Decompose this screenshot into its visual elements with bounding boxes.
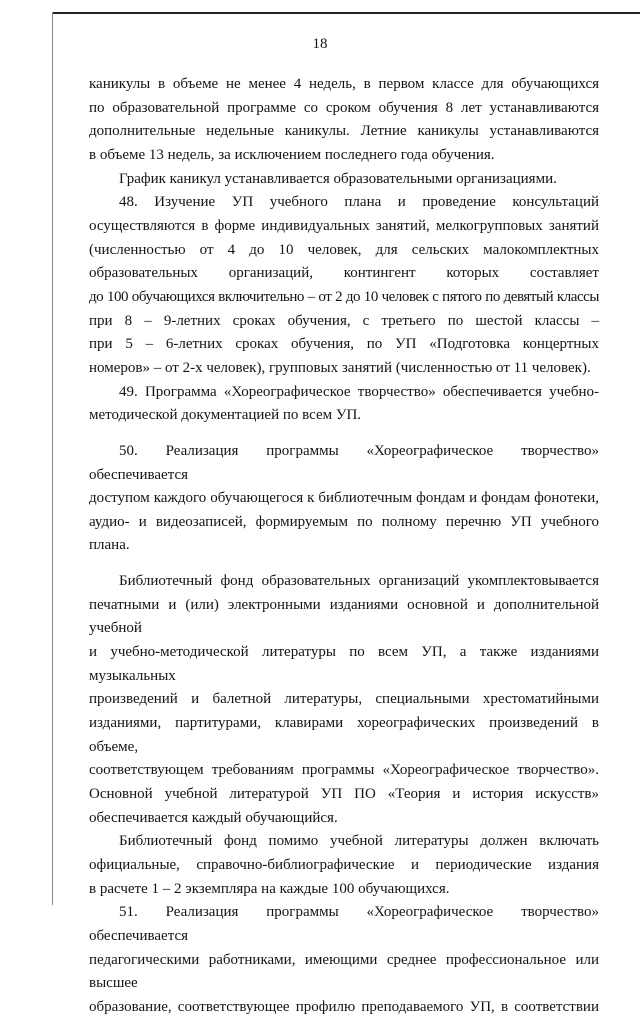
text-line: педагогическими работниками, имеющими среднее профессиональное или высшее	[89, 951, 599, 992]
page-number: 18	[312, 36, 328, 52]
text-line: Основной учебной литературой УП ПО «Теория и история искусств»	[89, 786, 599, 803]
text-line: и учебно-методической литературы по всем УП, а также изданиями музыкальных	[89, 644, 599, 684]
page-border-left	[52, 12, 53, 905]
text-line: 51. Реализация программы «Хореографическое творчество» обеспечивается	[89, 904, 599, 944]
text-line: 49. Программа «Хореографическое творчество» обеспечивается учебно-	[119, 383, 599, 400]
text-line: по образовательной программе со сроком обучения 8 лет устанавливаются	[89, 99, 599, 116]
text-line: 48. Изучение УП учебного плана и проведение консультаций	[119, 194, 599, 211]
text-line: произведений и балетной литературы, специальными хрестоматийными	[89, 691, 599, 708]
text-line: дополнительные недельные каникулы. Летние каникулы устанавливаются	[89, 123, 599, 140]
page-border-top	[52, 12, 640, 14]
text-line: Библиотечный фонд помимо учебной литературы должен включать	[119, 833, 599, 850]
text-line: образование, соответствующее профилю преподаваемого УП, в соответствии	[89, 998, 599, 1015]
document-body	[89, 73, 599, 1020]
text-line: методической документацией по всем УП.	[89, 407, 362, 424]
text-line: образовательных организаций, контингент которых составляет	[89, 265, 599, 282]
text-line: (численностью от 4 до 10 человек, для сельских малокомплектных	[89, 241, 599, 258]
text-line: в расчете 1 – 2 экземпляра на каждые 100 обучающихся.	[89, 880, 450, 897]
text-line: Библиотечный фонд образовательных организаций укомплектовывается	[119, 573, 599, 590]
text-line: изданиями, партитурами, клавирами хореографических произведений в объеме,	[89, 715, 599, 755]
text-line: График каникул устанавливается образовательными организациями.	[119, 170, 557, 187]
text-line: в объеме 13 недель, за исключением последнего года обучения.	[89, 146, 495, 163]
text-line: при 8 – 9-летних сроках обучения, с третьего по шестой классы –	[89, 312, 599, 329]
text-line: при 5 – 6-летних сроках обучения, по УП «Подготовка концертных	[89, 336, 599, 353]
text-line: номеров» – от 2-х человек), групповых занятий (численностью от 11 человек).	[89, 359, 591, 376]
text-line: обеспечивается каждый обучающийся.	[89, 809, 338, 826]
text-line: аудио- и видеозаписей, формируемым по полному перечню УП учебного плана.	[89, 513, 599, 554]
text-line: доступом каждого обучающегося к библиотечным фондам и фондам фонотеки,	[89, 490, 599, 507]
paragraph-gap	[89, 558, 599, 570]
text-line: официальные, справочно-библиографические и периодические издания	[89, 857, 599, 873]
paragraph-gap	[89, 428, 599, 440]
text-line: до 100 обучающихся включительно – от 2 до 10 человек с пятого по девятый классы	[89, 288, 599, 305]
text-line: каникулы в объеме не менее 4 недель, в первом классе для обучающихся	[89, 76, 599, 92]
text-line: 50. Реализация программы «Хореографическое творчество» обеспечивается	[89, 442, 599, 483]
text-line: печатными и (или) электронными изданиями основной и дополнительной учебной	[89, 596, 599, 637]
text-line: осуществляются в форме индивидуальных занятий, мелкогрупповых занятий	[89, 217, 599, 234]
text-line: соответствующем требованиям программы «Хореографическое творчество».	[89, 762, 599, 779]
